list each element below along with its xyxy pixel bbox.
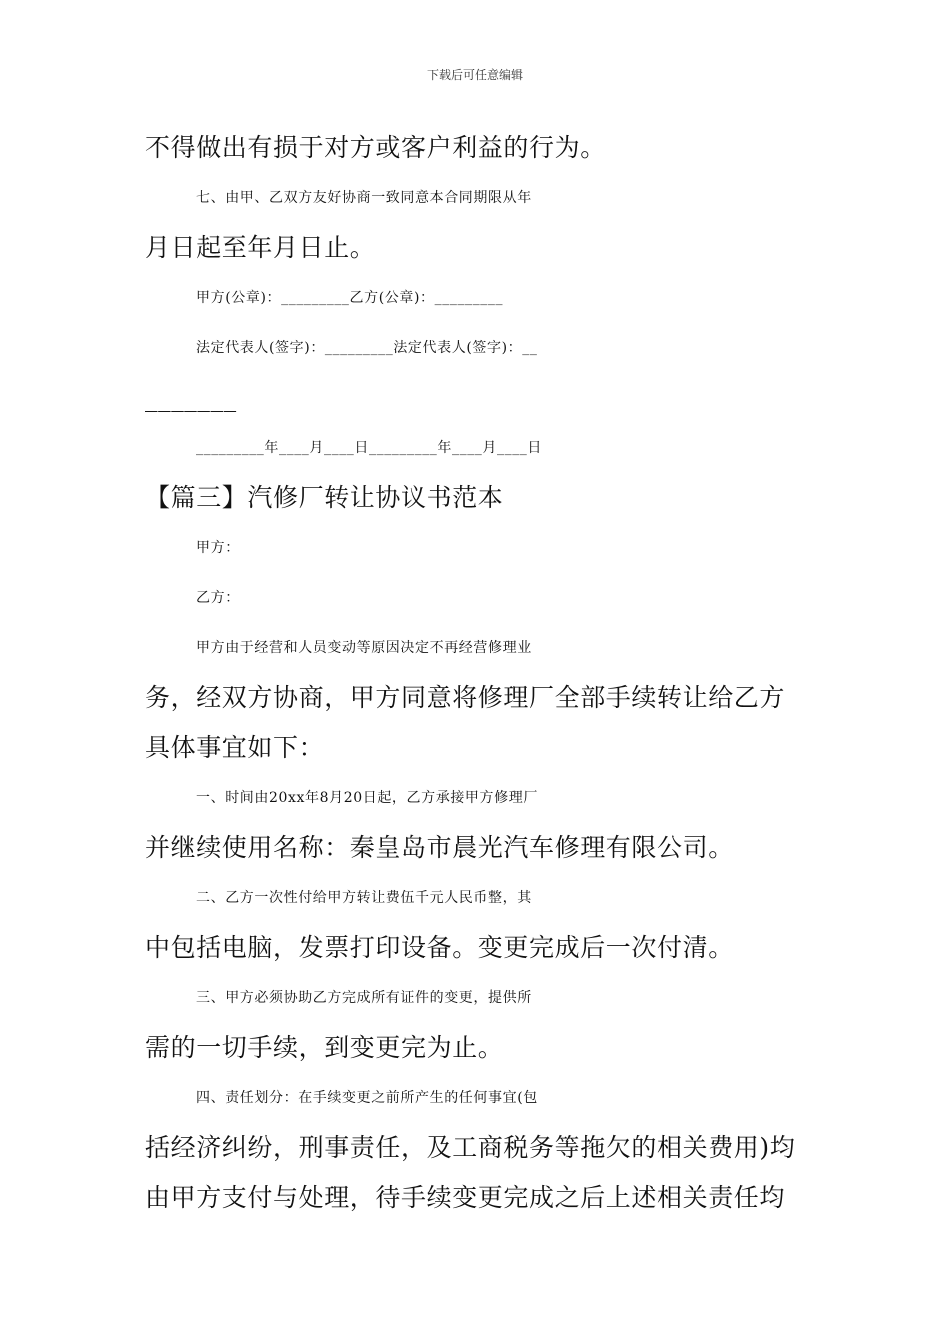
seal-line: 甲方(公章)：_________乙方(公章)：_________: [196, 290, 504, 306]
party-a-line: 甲方：: [196, 540, 240, 556]
signature-line: 法定代表人(签字)：_________法定代表人(签字)：__: [196, 340, 538, 356]
clause-4-line: 四、责任划分：在手续变更之前所产生的任何事宜(包: [196, 1090, 538, 1106]
clause-1-line: 一、时间由20xx年8月20日起，乙方承接甲方修理厂: [196, 790, 538, 806]
party-b-line: 乙方：: [196, 590, 240, 606]
clause-7-line: 七、由甲、乙双方友好协商一致同意本合同期限从年: [196, 190, 532, 206]
clause-3-line: 三、甲方必须协助乙方完成所有证件的变更，提供所: [196, 990, 532, 1006]
text-line: 需的一切手续，到变更完为止。: [145, 1033, 504, 1062]
text-line: 月日起至年月日止。: [145, 233, 376, 262]
intro-line: 甲方由于经营和人员变动等原因决定不再经营修理业: [196, 640, 532, 656]
text-line: 不得做出有损于对方或客户利益的行为。: [145, 133, 606, 162]
text-line: 括经济纠纷，刑事责任，及工商税务等拖欠的相关费用)均: [145, 1133, 796, 1162]
text-line: 具体事宜如下：: [145, 733, 325, 762]
page-header: 下载后可任意编辑: [426, 68, 523, 82]
signature-line-continued: _______: [145, 383, 237, 412]
text-line: 中包括电脑，发票打印设备。变更完成后一次付清。: [145, 933, 734, 962]
text-line: 由甲方支付与处理，待手续变更完成之后上述相关责任均: [145, 1183, 786, 1212]
clause-2-line: 二、乙方一次性付给甲方转让费伍千元人民币整，其: [196, 890, 532, 906]
date-line: _________年____月____日_________年____月____日: [196, 440, 542, 456]
section-title: 【篇三】汽修厂转让协议书范本: [145, 483, 504, 512]
text-line: 务，经双方协商，甲方同意将修理厂全部手续转让给乙方: [145, 683, 786, 712]
text-line: 并继续使用名称：秦皇岛市晨光汽车修理有限公司。: [145, 833, 734, 862]
